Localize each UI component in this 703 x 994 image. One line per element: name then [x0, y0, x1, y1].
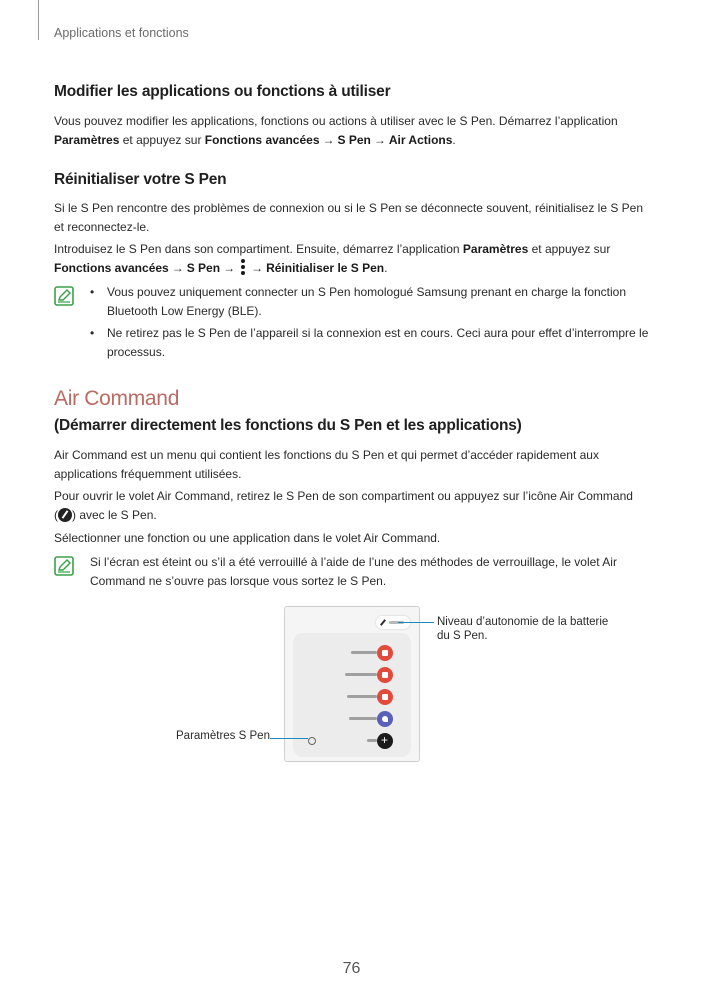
callout-battery: Niveau d’autonomie de la batterie du S Pen. — [437, 616, 609, 642]
paragraph-reset-1: Si le S Pen rencontre des problèmes de connexion ou si le S Pen se déconnecte souvent, réinitialisez le S Pen et reconnectez-le. — [54, 201, 644, 234]
header-rule — [38, 0, 39, 40]
panel-menu-item — [293, 709, 411, 729]
paragraph-modify: Vous pouvez modifier les applications, fonctions ou actions à utiliser avec le S Pen. Démarrez l’application Paramètres et appuyez sur Fonctions avancées → S Pen → Air Actions. — [54, 114, 618, 147]
create-note-icon — [377, 645, 393, 661]
leader-line-battery — [398, 622, 434, 623]
paragraph-reset-2: Introduisez le S Pen dans son compartiment. Ensuite, démarrez l’application Paramètres et appuyez sur Fonctions avancées → S Pen → → Réinitialiser le S Pen. — [54, 242, 611, 275]
air-command-paragraph-2: Pour ouvrir le volet Air Command, retirez le S Pen de son compartiment ou appuyez sur l’icône Air Command ( ) avec le S Pen. — [54, 489, 633, 522]
reset-notes-list — [90, 283, 655, 365]
list-item: • Vous pouvez uniquement connecter un S Pen homologué Samsung prenant en charge la fonction Bluetooth Low Energy (BLE). — [90, 283, 655, 320]
page-number: 76 — [342, 960, 361, 977]
section-heading-reset: Réinitialiser votre S Pen — [54, 171, 227, 188]
running-header: Applications et fonctions — [54, 26, 189, 40]
add-shortcut-icon — [377, 733, 393, 749]
view-notes-icon — [377, 667, 393, 683]
smart-select-icon — [377, 689, 393, 705]
panel-menu-item — [293, 665, 411, 685]
callout-settings: Paramètres S Pen — [176, 730, 270, 742]
note-icon — [54, 556, 74, 576]
air-command-paragraph-3: Sélectionner une fonction ou une application dans le volet Air Command. — [54, 531, 441, 545]
air-command-title: Air Command — [54, 387, 180, 410]
note-icon — [54, 286, 74, 306]
settings-gear-icon — [308, 737, 316, 745]
panel-menu-item — [293, 643, 411, 663]
air-command-paragraph-1: Air Command est un menu qui contient les fonctions du S Pen et qui permet d’accéder rapidement aux applications fréquemment utilisées. — [54, 448, 599, 481]
leader-line-settings — [270, 738, 308, 739]
air-command-icon — [58, 508, 72, 522]
more-options-icon — [240, 259, 246, 275]
air-command-note: Si l’écran est éteint ou s’il a été verrouillé à l’aide de l’une des méthodes de verrouillage, le volet Air Command ne s’ouvre pas lorsque vous sortez le S Pen. — [90, 555, 617, 588]
section-heading-modify: Modifier les applications ou fonctions à utiliser — [54, 83, 391, 100]
air-command-subtitle: (Démarrer directement les fonctions du S Pen et les applications) — [54, 417, 522, 434]
panel-menu-item — [293, 687, 411, 707]
screen-write-icon — [377, 711, 393, 727]
list-item: • Ne retirez pas le S Pen de l’appareil si la connexion est en cours. Ceci aura pour effet d’interrompre le processus. — [90, 324, 655, 361]
